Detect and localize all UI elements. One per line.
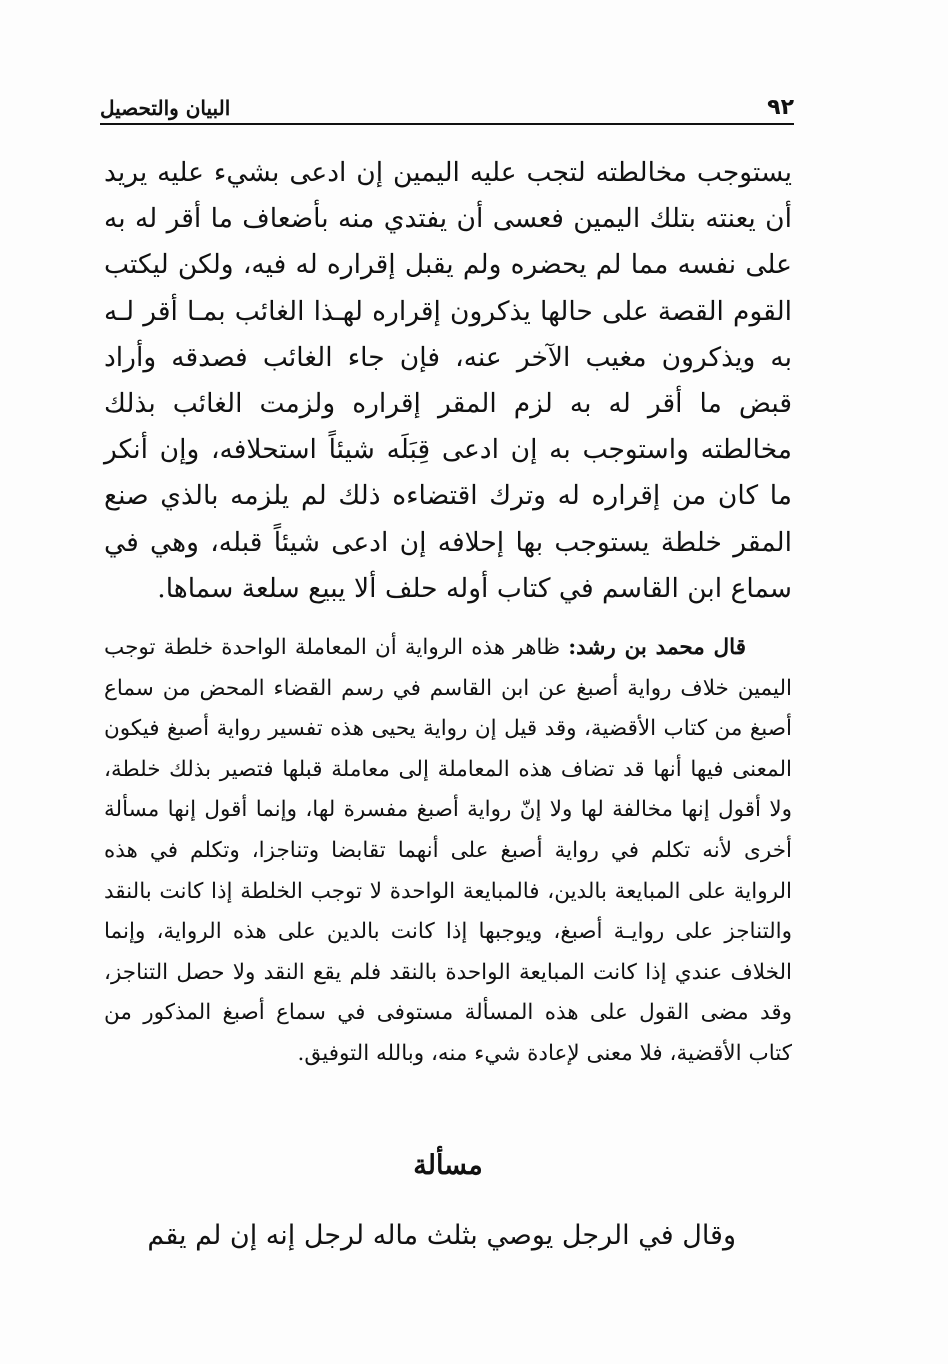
header-rule xyxy=(100,123,794,125)
body-paragraph-1: يستوجب مخالطته لتجب عليه اليمين إن ادعى بشيء عليه يريد أن يعنته بتلك اليمين فعسى أن يفتدي منه بأضعاف ما أقر له به على نفسه مما لم يحضره ولم يقبل إقراره له فيه، ولكن ليكتب القوم القصة على حالها يذكرون إقراره لهـذا الغائب بمـا أقر لـه به ويذكرون مغيب الآخر عنه، فإن جاء الغائب فصدقه وأراد قبض ما أقر له به لزم المقر إقراره ولزمت الغائب بذلك مخالطته واستوجب به إن ادعى قِبَلَه شيئاً استحلافه، وإن أنكر ما كان من إقراره له وترك اقتضاءه ذلك لم يلزمه بالذي صنع المقر خلطة يستوجب بها إحلافه إن ادعى شيئاً قبله، وهي في سماع ابن القاسم في كتاب أوله حلف ألا يبيع سلعة سماها. xyxy=(104,157,792,604)
book-title: البيان والتحصيل xyxy=(100,96,231,120)
commentary-text: ظاهر هذه الرواية أن المعاملة الواحدة خلطة توجب اليمين خلاف رواية أصبغ عن ابن القاسم في رسم القضاء المحض من سماع أصبغ من كتاب الأقضية، وقد قيل إن رواية يحيى هذه تفسير رواية أصبغ فيكون المعنى فيها أنها قد تضاف هذه المعاملة إلى معاملة قبلها فتصير بذلك خلطة، ولا أقول إنها مخالفة لها ولا إنّ رواية أصبغ مفسرة لها، وإنما أقول إنها مسألة أخرى لأنه تكلم في رواية أصبغ على أنهما تقابضا وتناجزا، وتكلم في هذه الرواية على المبايعة بالدين، فالمبايعة الواحدة لا توجب الخلطة إذا كانت بالنقد والتناجز على روايـة أصبغ، ويوجبها إذا كانت بالدين على هذه الرواية، وإنما الخلاف عندي إذا كانت المبايعة الواحدة بالنقد فلم يقع النقد ولا حصل التناجز، وقد مضى القول على هذه المسألة مستوفى في سماع أصبغ المذكور من كتاب الأقضية، فلا معنى لإعادة شيء منه، وبالله التوفيق. xyxy=(104,635,792,1066)
commentary-paragraph xyxy=(104,628,792,1075)
section-heading: مسألة xyxy=(413,1150,483,1181)
running-header xyxy=(100,88,794,120)
body-paragraph-3: وقال في الرجل يوصي بثلث ماله لرجل إنه إن لم يقم xyxy=(147,1220,736,1251)
page-number: ٩٢ xyxy=(767,95,794,120)
commentator-name: قال محمد بن رشد: xyxy=(568,635,746,660)
